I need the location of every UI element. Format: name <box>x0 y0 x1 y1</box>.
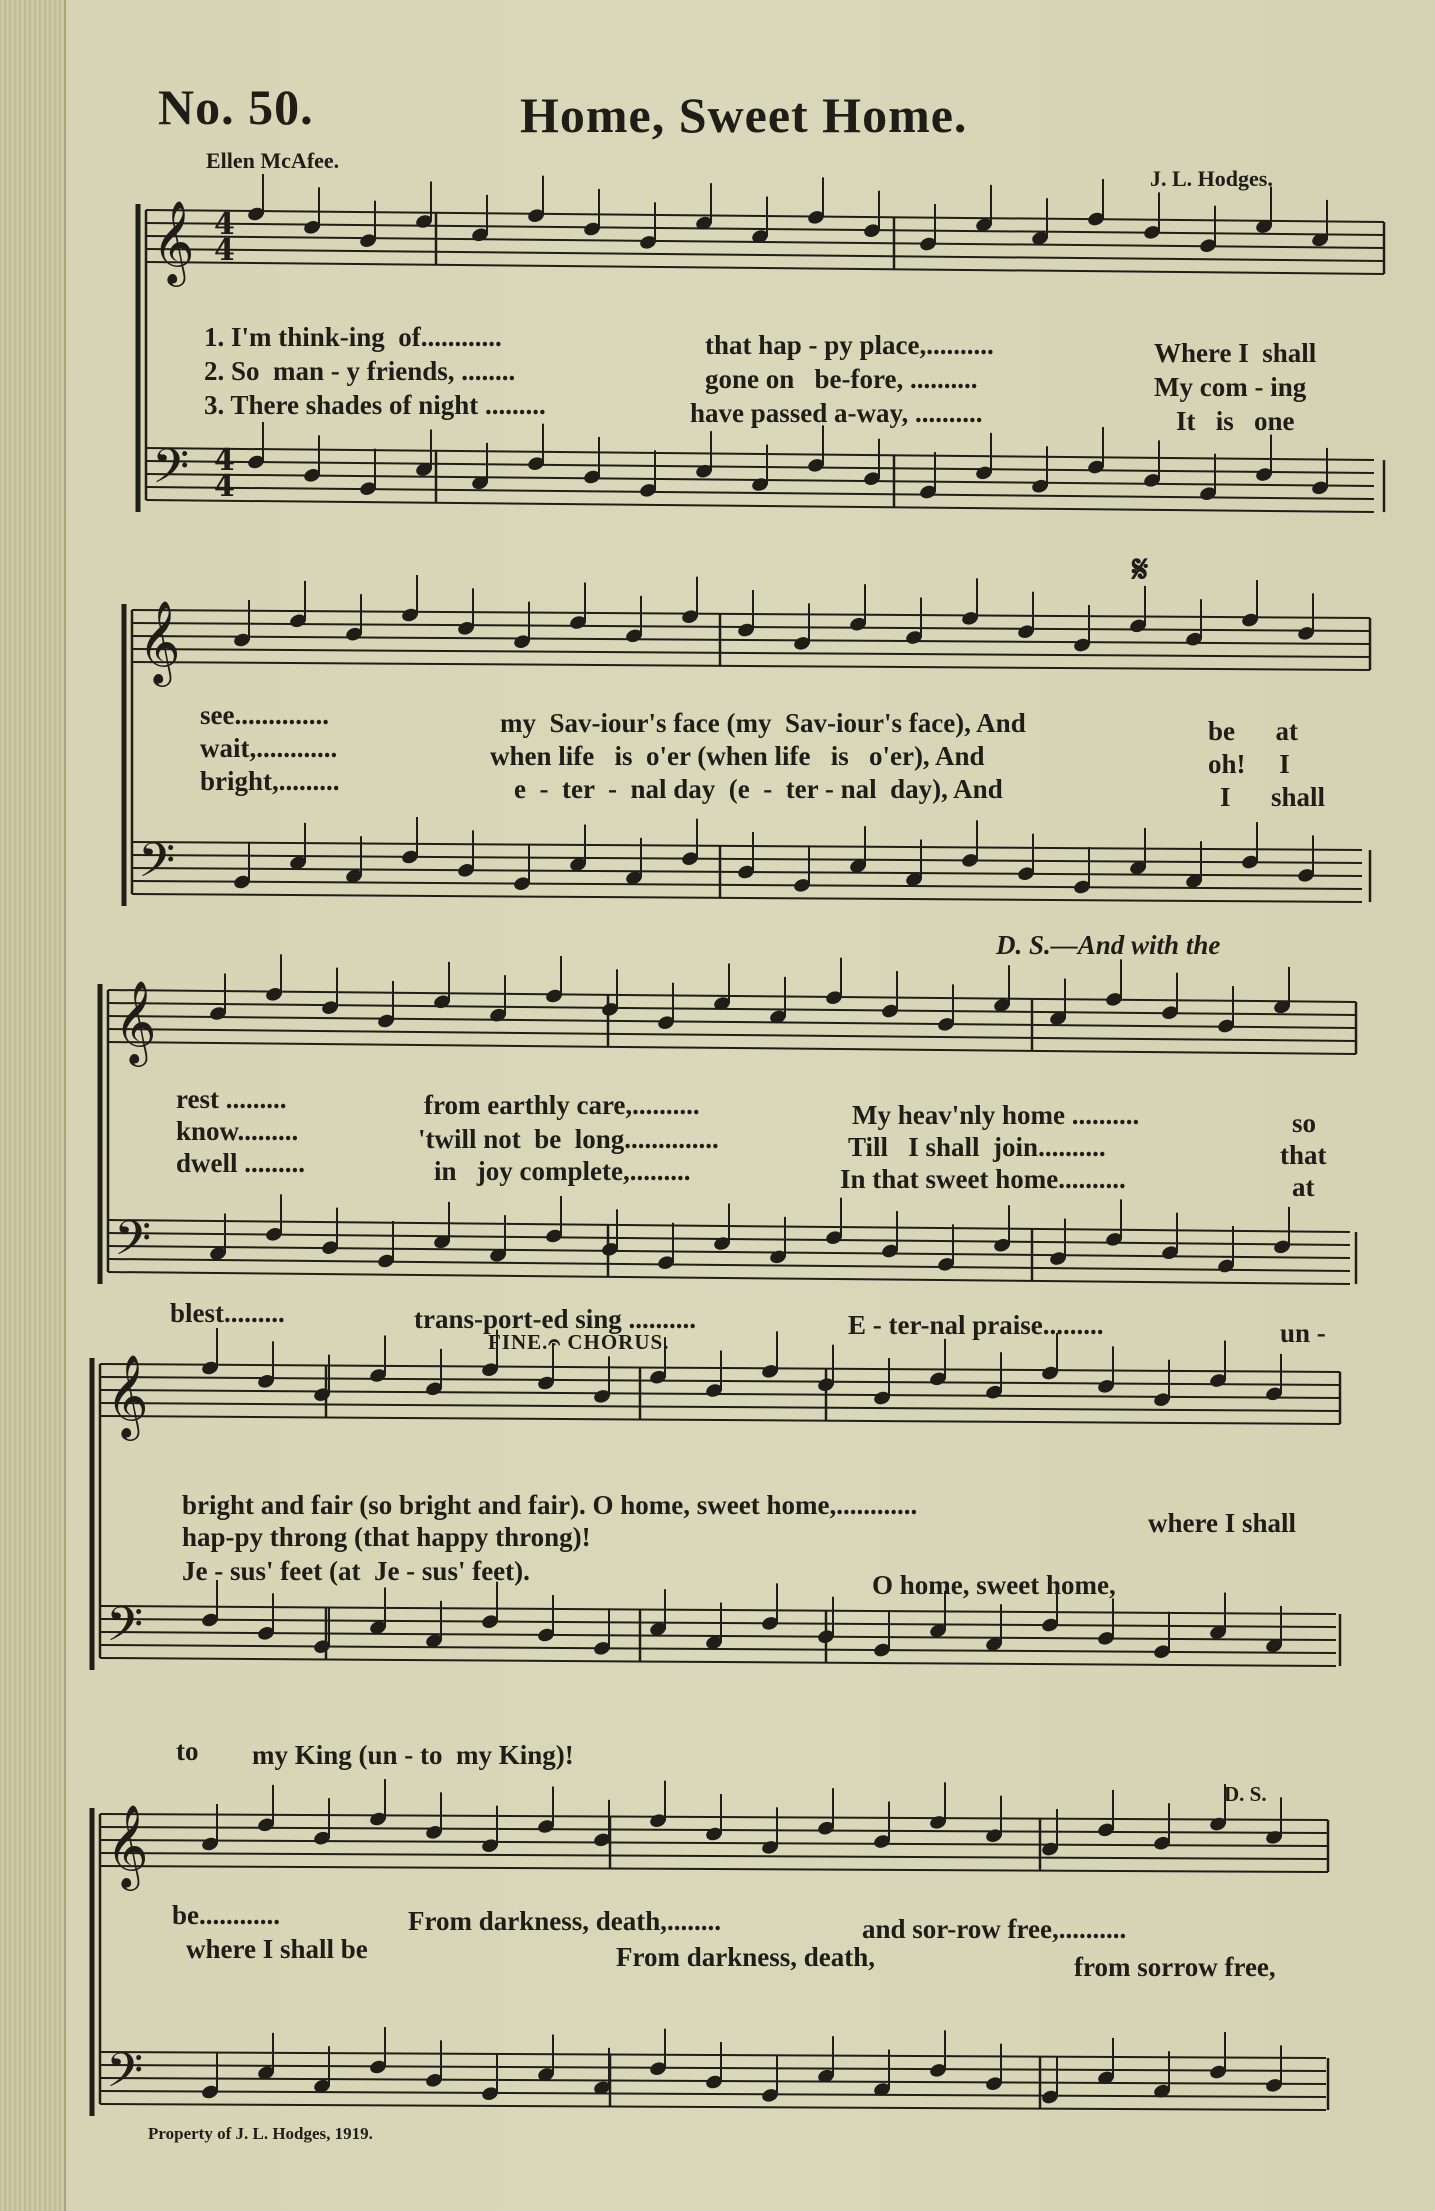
system-3-treble-clef: 𝄞 <box>114 979 157 1063</box>
system-5-treble-staff-line <box>100 1814 1328 1820</box>
copyright-notice: Property of J. L. Hodges, 1919. <box>148 2124 373 2143</box>
fine-chorus-label: FINE.𝄐 CHORUS. <box>488 1330 670 1354</box>
lyric-line-17a: where I shall be <box>186 1934 368 1964</box>
time-signature-bass: 4 <box>214 443 235 478</box>
system-2-bass-staff-line <box>132 842 1362 850</box>
system-1-treble-staff-line <box>146 210 1384 222</box>
lyric-line-16c: and sor-row free,.......... <box>862 1914 1127 1944</box>
system-5-bass-staff-line <box>100 2065 1326 2071</box>
ds-direction-end: D. S. <box>1224 1782 1267 1806</box>
lyric-line-6b: e - ter - nal day (e - ter - nal day), And <box>514 774 1003 804</box>
lyric-line-17b: From darkness, death, <box>616 1942 876 1972</box>
system-2-treble-staff-line <box>132 649 1370 657</box>
system-3-treble-staff-line <box>108 1029 1356 1041</box>
system-2-bass-staff-line <box>132 881 1362 889</box>
lyric-line-1b: that hap - py place,.......... <box>705 330 994 360</box>
lyric-line-8b: 'twill not be long.............. <box>418 1124 719 1154</box>
lyric-line-7b: from earthly care,.......... <box>424 1090 700 1120</box>
system-5-treble-clef: 𝄞 <box>106 1803 149 1887</box>
system-2-bass-staff-line <box>132 855 1362 863</box>
lyric-line-7a: rest ......... <box>176 1084 287 1114</box>
system-5-bass-staff-line <box>100 2104 1326 2110</box>
system-5-bass-staff-line <box>100 2091 1326 2097</box>
lyric-line-5b: when life is o'er (when life is o'er), And <box>490 741 985 771</box>
lyric-line-7c: My heav'nly home .......... <box>852 1100 1140 1130</box>
system-4-bass-staff-line <box>100 1658 1336 1666</box>
system-5-bass-staff-line <box>100 2052 1326 2058</box>
lyric-line-1a: 1. I'm think-ing of............ <box>204 322 502 352</box>
system-5-treble-staff-line <box>100 1866 1328 1872</box>
lyric-line-4c: be at <box>1208 716 1298 746</box>
time-signature-treble: 4 <box>214 233 235 268</box>
lyric-line-8a: know......... <box>176 1116 299 1146</box>
system-4-treble-clef: 𝄞 <box>106 1353 149 1437</box>
lyric-line-12: hap-py throng (that happy throng)! <box>182 1522 591 1552</box>
system-1-treble-staff-line <box>146 262 1384 274</box>
time-signature-bass: 4 <box>214 469 235 504</box>
lyricist: Ellen McAfee. <box>206 148 340 173</box>
lyric-line-6a: bright,......... <box>200 766 340 796</box>
lyric-line-10c: E - ter-nal praise......... <box>848 1310 1104 1340</box>
lyric-line-2b: gone on be-fore, .......... <box>705 364 978 394</box>
lyric-line-9c: In that sweet home.......... <box>840 1164 1126 1194</box>
system-4-bass-staff-line <box>100 1619 1336 1627</box>
lyric-line-3c: It is one <box>1176 406 1295 436</box>
lyric-line-15b: my King (un - to my King)! <box>252 1740 574 1770</box>
system-5-treble-staff-line <box>100 1853 1328 1859</box>
lyric-line-2a: 2. So man - y friends, ........ <box>204 356 516 386</box>
system-1-treble-staff-line <box>146 249 1384 261</box>
lyric-line-11a: bright and fair (so bright and fair). O home, sweet home,............ <box>182 1490 918 1520</box>
hymn-number: No. 50. <box>158 79 314 135</box>
system-1-treble-clef: 𝄞 <box>152 199 195 283</box>
system-2-bass-clef: 𝄢 <box>138 832 176 900</box>
lyric-line-10a: blest......... <box>170 1298 285 1328</box>
lyric-line-7d: so <box>1292 1108 1317 1138</box>
system-4-treble-staff-line <box>100 1403 1340 1411</box>
system-3-bass-clef: 𝄢 <box>114 1210 152 1278</box>
system-2-bass-staff-line <box>132 894 1362 902</box>
lyric-line-3a: 3. There shades of night ......... <box>204 390 546 420</box>
lyric-line-4a: see.............. <box>200 700 329 730</box>
system-4-treble-staff-line <box>100 1416 1340 1424</box>
lyric-line-17c: from sorrow free, <box>1074 1952 1276 1982</box>
time-signature-treble: 4 <box>214 207 235 242</box>
lyric-line-4b: my Sav-iour's face (my Sav-iour's face), And <box>500 708 1026 738</box>
lyric-line-8d: that <box>1280 1140 1327 1170</box>
system-4-bass-staff-line <box>100 1606 1336 1614</box>
system-3-treble-staff-line <box>108 990 1356 1002</box>
system-3-bass-staff-line <box>108 1259 1350 1271</box>
system-4-bass-clef: 𝄢 <box>106 1596 144 1664</box>
lyric-line-16a: be............ <box>172 1900 280 1930</box>
system-2-treble-clef: 𝄞 <box>138 599 181 683</box>
lyric-line-9a: dwell ......... <box>176 1148 306 1178</box>
segno-sign: 𝄋 <box>1132 549 1149 591</box>
system-2-treble-staff-line <box>132 662 1370 670</box>
lyric-line-1c: Where I shall <box>1154 338 1317 368</box>
lyric-line-9b: in joy complete,......... <box>434 1156 691 1186</box>
ds-direction-top: D. S.—And with the <box>996 930 1221 960</box>
lyric-line-2c: My com - ing <box>1154 372 1307 402</box>
lyric-line-15a: to <box>176 1736 199 1766</box>
system-1-bass-staff-line <box>146 461 1374 473</box>
lyric-line-6c: I shall <box>1220 782 1326 812</box>
system-2-treble-staff-line <box>132 636 1370 644</box>
composer: J. L. Hodges. <box>1150 166 1273 191</box>
lyric-line-5a: wait,............ <box>200 733 338 763</box>
hymn-title: Home, Sweet Home. <box>520 87 968 143</box>
lyric-line-5c: oh! I <box>1208 749 1290 779</box>
lyric-line-11b: where I shall <box>1148 1508 1297 1538</box>
system-3-treble-staff-line <box>108 1042 1356 1054</box>
system-2-treble-staff-line <box>132 610 1370 618</box>
lyric-line-14: O home, sweet home, <box>872 1570 1116 1600</box>
system-3-bass-staff-line <box>108 1272 1350 1284</box>
lyric-line-3b: have passed a-way, .......... <box>690 398 983 428</box>
system-1-bass-staff-line <box>146 448 1374 460</box>
system-1-bass-staff-line <box>146 500 1374 512</box>
lyric-line-10d: un - <box>1280 1318 1326 1348</box>
system-1-bass-clef: 𝄢 <box>152 438 190 506</box>
lyric-line-13: Je - sus' feet (at Je - sus' feet). <box>182 1556 530 1586</box>
system-5-treble-staff-line <box>100 1840 1328 1846</box>
system-5-bass-clef: 𝄢 <box>106 2042 144 2110</box>
lyric-line-10b: trans-port-ed sing .......... <box>414 1304 696 1334</box>
lyric-line-16b: From darkness, death,........ <box>408 1906 722 1936</box>
lyric-line-8c: Till I shall join.......... <box>848 1132 1106 1162</box>
lyric-line-9d: at <box>1292 1172 1315 1202</box>
